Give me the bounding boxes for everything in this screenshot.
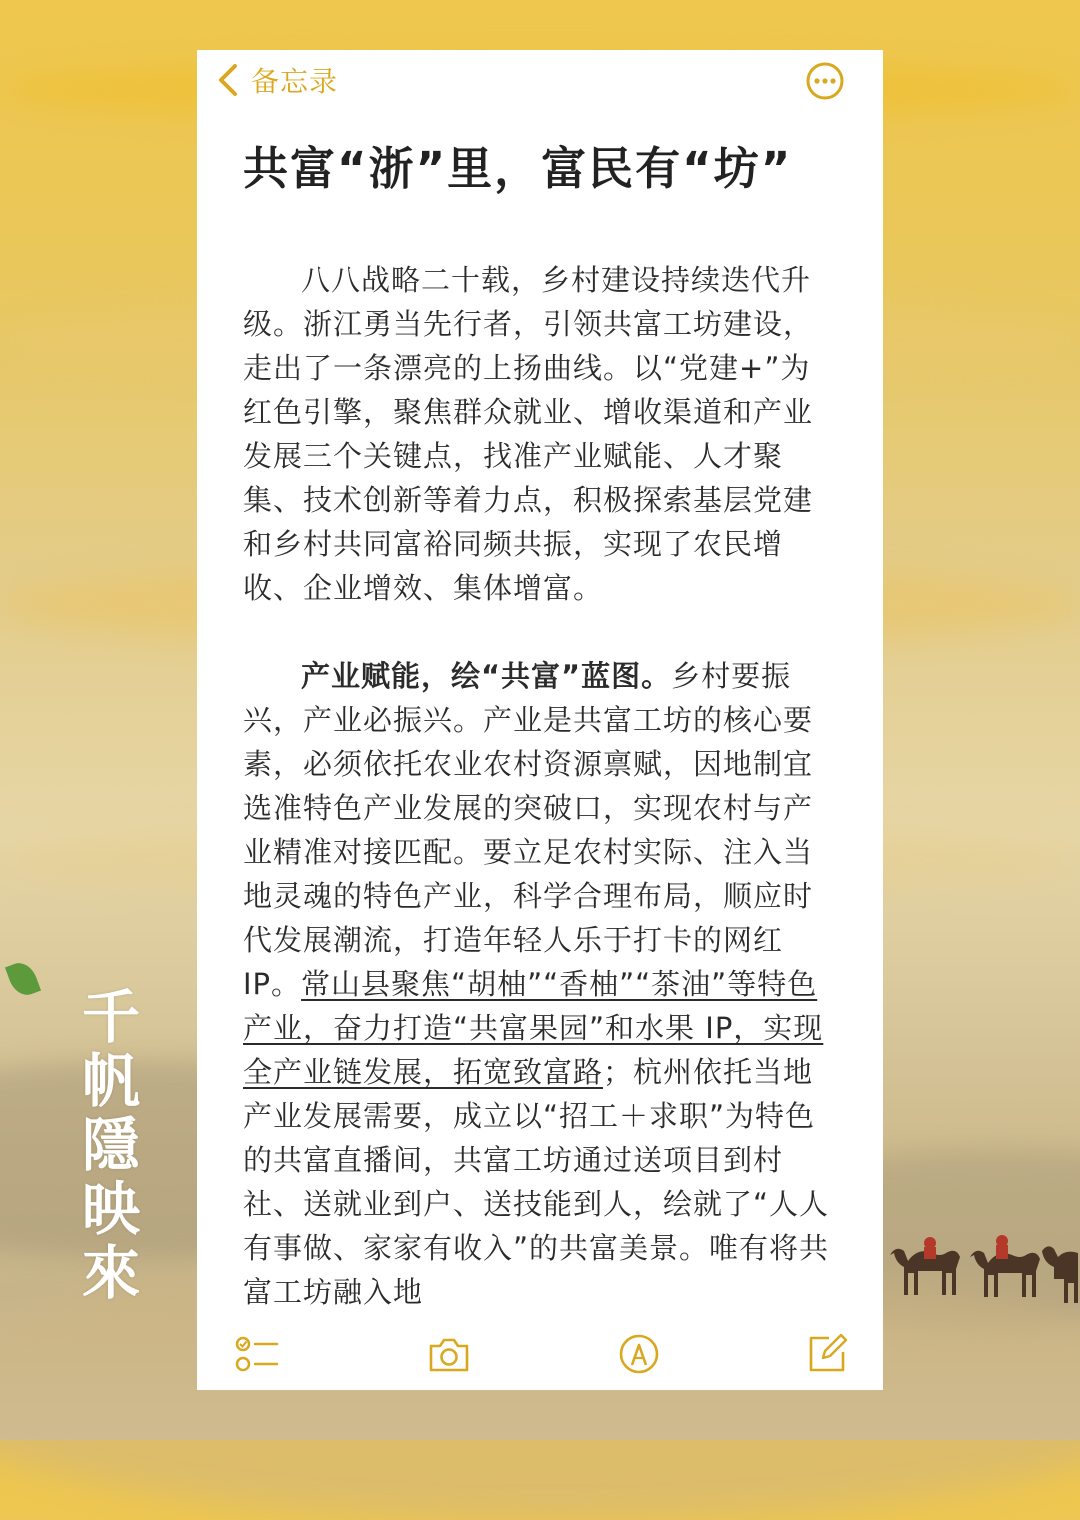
navigation-bar — [197, 50, 883, 112]
camera-icon[interactable] — [425, 1332, 473, 1376]
calligraphy-char: 來 — [81, 1239, 140, 1307]
note-paragraph — [243, 654, 837, 1314]
chevron-left-icon — [215, 62, 241, 98]
leaf-decoration — [5, 959, 41, 1000]
note-title: 共富“浙”里，富民有“坊” — [243, 142, 793, 195]
checklist-icon[interactable] — [233, 1332, 281, 1376]
back-button[interactable] — [215, 62, 338, 98]
calligraphy-char: 映 — [81, 1175, 140, 1243]
calligraphy-char: 帆 — [81, 1047, 140, 1115]
note-body[interactable] — [243, 258, 837, 1314]
paragraph-heading: 产业赋能，绘“共富”蓝图。 — [301, 659, 672, 693]
notes-app-screen — [197, 50, 883, 1390]
camel-caravan-illustration — [880, 1215, 1080, 1325]
back-button-label: 备忘录 — [251, 65, 339, 98]
more-options-icon[interactable] — [805, 61, 845, 101]
markup-icon[interactable] — [615, 1332, 663, 1376]
paragraph-text: ；杭州依托当地产业发展需要，成立以“招工＋求职”为特色的共富直播间，共富工坊通过送项目到村社、送就业到户、送技能到人，绘就了“人人有事做、家家有收入”的共富美景。唯有将共富工坊融入地 — [243, 1055, 830, 1309]
note-paragraph: 八八战略二十载，乡村建设持续迭代升级。浙江勇当先行者，引领共富工坊建设，走出了一条漂亮的上扬曲线。以“党建+”为红色引擎，聚焦群众就业、增收渠道和产业发展三个关键点，找准产业赋能、人才聚集、技术创新等着力点，积极探索基层党建和乡村共同富裕同频共振，实现了农民增收、企业增效、集体增富。 — [243, 263, 814, 605]
calligraphy-watermark — [74, 985, 148, 1305]
calligraphy-char: 隱 — [81, 1111, 140, 1179]
calligraphy-char: 千 — [81, 983, 140, 1051]
compose-icon[interactable] — [803, 1332, 851, 1376]
bottom-toolbar — [197, 1318, 883, 1390]
paragraph-spacer — [243, 610, 837, 654]
paragraph-text: 乡村要振兴，产业必振兴。产业是共富工坊的核心要素，必须依托农业农村资源禀赋，因地制宜选准特色产业发展的突破口，实现农村与产业精准对接匹配。要立足农村实际、注入当地灵魂的特色产业，科学合理布局，顺应时代发展潮流，打造年轻人乐于打卡的网红 IP。 — [243, 659, 814, 1001]
underlined-text: 常山县聚焦“胡柚”“香柚”“茶油”等特色产业，奋力打造“共富果园”和水果 IP，实现全产业链发展，拓宽致富路 — [243, 967, 824, 1089]
